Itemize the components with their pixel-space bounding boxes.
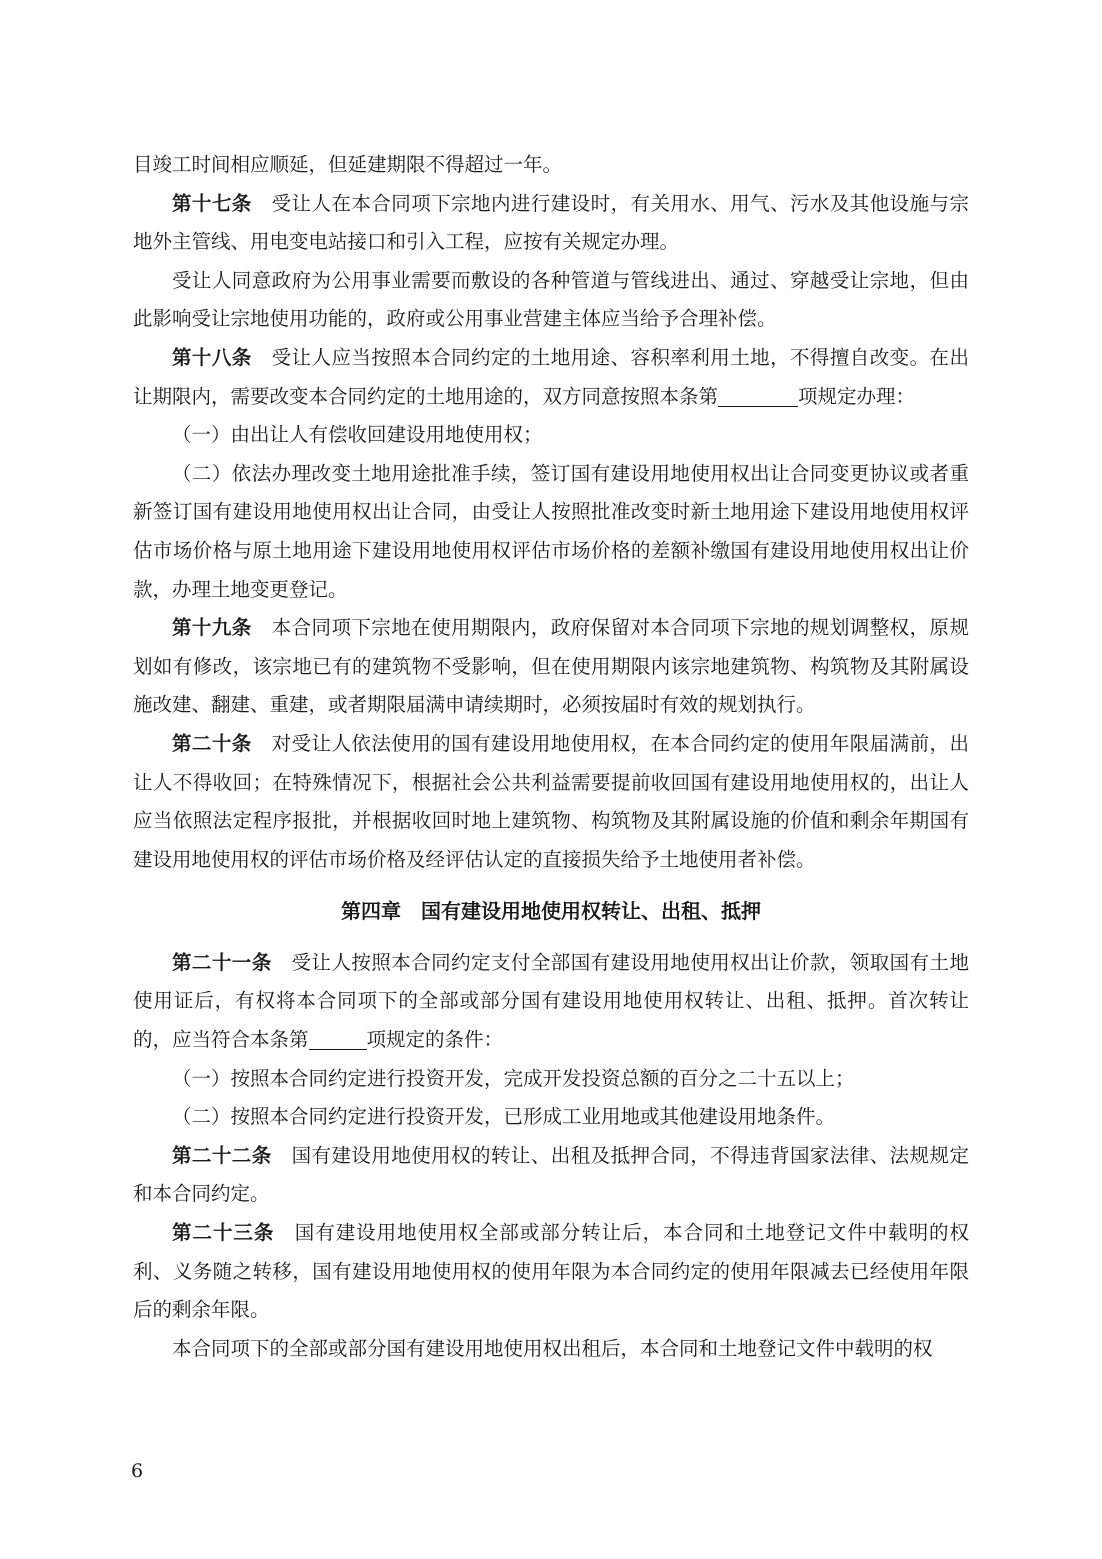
list-item-text: （二）依法办理改变土地用途批准手续，签订国有建设用地使用权出让合同变更协议或者重新签订国有建设用地使用权出让合同，由受让人按照批准改变时新土地用途下建设用地使用权评估市场价格与原土地用途下建设用地使用权评估市场价格的差额补缴国有建设用地使用权出让价款，办理土地变更登记。 <box>133 461 969 601</box>
article-text: 国有建设用地使用权全部或部分转让后，本合同和土地登记文件中载明的权利、义务随之转移，国有建设用地使用权的使用年限为本合同约定的使用年限减去已经使用年限后的剩余年限。 <box>133 1221 969 1322</box>
article-21 <box>133 944 969 1060</box>
article-label: 第二十条 <box>172 731 252 755</box>
article-18 <box>133 339 969 416</box>
paragraph-continuation <box>133 146 969 185</box>
article-23-para-2 <box>133 1330 969 1369</box>
article-20 <box>133 725 969 879</box>
article-18-item-1 <box>133 416 969 455</box>
list-item-text: （二）按照本合同约定进行投资开发，已形成工业用地或其他建设用地条件。 <box>172 1105 836 1129</box>
article-text: 本合同项下宗地在使用期限内，政府保留对本合同项下宗地的规划调整权，原规划如有修改，该宗地已有的建筑物不受影响，但在使用期限内该宗地建筑物、构筑物及其附属设施改建、翻建、重建，或者期限届满申请续期时，必须按届时有效的规划执行。 <box>133 616 969 717</box>
article-23 <box>133 1214 969 1330</box>
article-label: 第二十三条 <box>172 1221 275 1245</box>
article-19 <box>133 609 969 725</box>
article-text: 受让人按照本合同约定支付全部国有建设用地使用权出让价款，领取国有土地使用证后，有权将本合同项下的全部或部分国有建设用地使用权转让、出租、抵押。首次转让的，应当符合本条第 <box>133 950 969 1052</box>
list-item-text: （一）由出让人有偿收回建设用地使用权； <box>172 423 543 447</box>
fill-blank[interactable] <box>718 386 798 407</box>
paragraph-text: 受让人同意政府为公用事业需要而敷设的各种管道与管线进出、通过、穿越受让宗地，但由此影响受让宗地使用功能的，政府或公用事业营建主体应当给予合理补偿。 <box>133 268 969 331</box>
paragraph-text: 目竣工时间相应顺延，但延建期限不得超过一年。 <box>133 153 563 176</box>
list-item-text: （一）按照本合同约定进行投资开发，完成开发投资总额的百分之二十五以上； <box>172 1066 855 1090</box>
article-17 <box>133 185 969 262</box>
article-text: 对受让人依法使用的国有建设用地使用权，在本合同约定的使用年限届满前，出让人不得收回；在特殊情况下，根据社会公共利益需要提前收回国有建设用地使用权的，出让人应当依照法定程序报批，并根据收回时地上建筑物、构筑物及其附属设施的价值和剩余年期国有建设用地使用权的评估市场价格及经评估认定的直接损失给予土地使用者补偿。 <box>133 731 969 871</box>
document-body <box>133 146 969 1368</box>
article-22 <box>133 1137 969 1214</box>
article-text-tail: 项规定的条件： <box>366 1028 504 1052</box>
article-18-item-2 <box>133 455 969 609</box>
article-text: 受让人应当按照本合同约定的土地用途、容积率利用土地，不得擅自改变。在出让期限内，需要改变本合同约定的土地用途的，双方同意按照本条第 <box>133 345 969 408</box>
chapter-heading: 第四章 国有建设用地使用权转让、出租、抵押 <box>341 899 761 924</box>
article-21-item-1 <box>133 1060 969 1099</box>
article-text: 受让人在本合同项下宗地内进行建设时，有关用水、用气、污水及其他设施与宗地外主管线、用电变电站接口和引入工程，应按有关规定办理。 <box>133 191 969 254</box>
article-17-para-2 <box>133 262 969 339</box>
article-label: 第二十一条 <box>172 950 272 974</box>
fill-blank[interactable] <box>309 1029 367 1050</box>
page-number: 6 <box>131 1460 144 1482</box>
article-label: 第二十二条 <box>172 1143 272 1167</box>
article-label: 第十九条 <box>172 616 252 640</box>
article-label: 第十七条 <box>172 191 252 215</box>
article-label: 第十八条 <box>172 345 252 369</box>
article-text-tail: 项规定办理： <box>798 384 916 408</box>
paragraph-text: 本合同项下的全部或部分国有建设用地使用权出租后，本合同和土地登记文件中载明的权 <box>172 1336 933 1360</box>
article-text: 国有建设用地使用权的转让、出租及抵押合同，不得违背国家法律、法规规定和本合同约定。 <box>133 1143 969 1206</box>
article-21-item-2 <box>133 1098 969 1137</box>
